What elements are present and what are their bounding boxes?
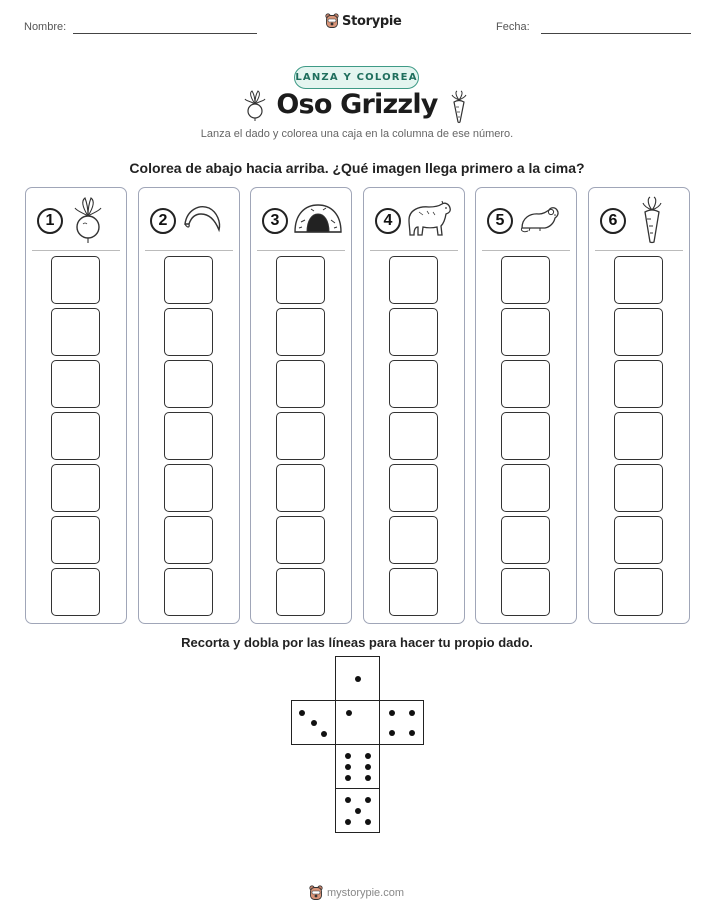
color-instructions: Colorea de abajo hacia arriba. ¿Qué imagen llega primero a la cima?	[129, 160, 585, 176]
carrot-icon	[447, 90, 471, 124]
column-1	[25, 187, 127, 624]
die-pip	[355, 676, 361, 682]
color-box[interactable]	[614, 256, 663, 304]
color-box[interactable]	[389, 464, 438, 512]
die-pip	[409, 710, 415, 716]
die-pip	[355, 808, 361, 814]
color-box[interactable]	[501, 516, 550, 564]
color-box[interactable]	[389, 360, 438, 408]
color-box[interactable]	[276, 360, 325, 408]
cut-instructions: Recorta y dobla por las líneas para hacer tu propio dado.	[181, 635, 533, 650]
die-pip	[345, 753, 351, 759]
footer	[309, 885, 404, 901]
color-box[interactable]	[389, 256, 438, 304]
color-box[interactable]	[164, 360, 213, 408]
color-box[interactable]	[276, 464, 325, 512]
column-number: 3	[262, 208, 288, 234]
column-4	[363, 187, 465, 624]
color-box[interactable]	[614, 308, 663, 356]
cave-icon	[293, 202, 343, 234]
die-pip	[409, 730, 415, 736]
column-number: 5	[487, 208, 513, 234]
mouse-icon	[518, 204, 560, 234]
activity-badge: LANZA Y COLOREA	[294, 66, 419, 89]
storypie-bear-logo-icon	[309, 885, 323, 901]
column-5	[475, 187, 577, 624]
column-divider	[32, 250, 120, 251]
die-face-5	[335, 788, 380, 833]
die-pip	[345, 819, 351, 825]
page-title: Oso Grizzly	[276, 89, 438, 120]
color-box[interactable]	[164, 568, 213, 616]
die-pip	[299, 710, 305, 716]
color-box[interactable]	[501, 568, 550, 616]
color-box[interactable]	[51, 308, 100, 356]
color-box[interactable]	[389, 308, 438, 356]
color-box[interactable]	[389, 412, 438, 460]
beet-icon	[68, 196, 108, 244]
color-box[interactable]	[164, 516, 213, 564]
color-box[interactable]	[51, 412, 100, 460]
die-pip	[389, 710, 395, 716]
color-box[interactable]	[501, 308, 550, 356]
column-divider	[482, 250, 570, 251]
die-face-1	[335, 656, 380, 701]
storypie-bear-logo-icon	[325, 13, 339, 29]
column-divider	[370, 250, 458, 251]
color-box[interactable]	[614, 412, 663, 460]
date-label: Fecha:	[496, 21, 530, 33]
color-box[interactable]	[164, 412, 213, 460]
color-box[interactable]	[276, 256, 325, 304]
color-box[interactable]	[51, 516, 100, 564]
die-face-4	[379, 700, 424, 745]
color-box[interactable]	[276, 568, 325, 616]
color-box[interactable]	[614, 568, 663, 616]
brand-name: Storypie	[342, 13, 402, 29]
color-box[interactable]	[51, 464, 100, 512]
die-pip	[345, 775, 351, 781]
color-box[interactable]	[51, 360, 100, 408]
color-box[interactable]	[614, 360, 663, 408]
column-2	[138, 187, 240, 624]
name-line	[73, 33, 257, 34]
column-divider	[595, 250, 683, 251]
column-number: 1	[37, 208, 63, 234]
storypie-logo	[325, 13, 402, 29]
die-face-3	[291, 700, 336, 745]
color-box[interactable]	[276, 412, 325, 460]
color-box[interactable]	[501, 464, 550, 512]
die-pip	[345, 764, 351, 770]
date-line	[541, 33, 691, 34]
carrot-icon	[637, 196, 667, 244]
column-6	[588, 187, 690, 624]
color-box[interactable]	[501, 412, 550, 460]
color-box[interactable]	[164, 308, 213, 356]
die-pip	[365, 753, 371, 759]
color-box[interactable]	[164, 464, 213, 512]
die-face-1-center	[335, 700, 380, 745]
color-box[interactable]	[614, 464, 663, 512]
color-box[interactable]	[164, 256, 213, 304]
die-pip	[345, 797, 351, 803]
footer-url[interactable]: mystorypie.com	[327, 887, 405, 899]
color-box[interactable]	[276, 308, 325, 356]
column-number: 6	[600, 208, 626, 234]
bear-icon	[405, 200, 453, 238]
die-pip	[365, 819, 371, 825]
color-box[interactable]	[389, 516, 438, 564]
die-pip	[311, 720, 317, 726]
die-face-6	[335, 744, 380, 789]
die-pip	[389, 730, 395, 736]
color-box[interactable]	[51, 256, 100, 304]
die-pip	[346, 710, 352, 716]
column-number: 2	[150, 208, 176, 234]
column-divider	[257, 250, 345, 251]
die-pip	[365, 775, 371, 781]
die-pip	[365, 764, 371, 770]
claw-icon	[181, 202, 225, 234]
color-box[interactable]	[276, 516, 325, 564]
color-box[interactable]	[614, 516, 663, 564]
color-box[interactable]	[389, 568, 438, 616]
color-box[interactable]	[51, 568, 100, 616]
color-box[interactable]	[501, 256, 550, 304]
column-3	[250, 187, 352, 624]
name-label: Nombre:	[24, 21, 67, 33]
column-number: 4	[375, 208, 401, 234]
page-subtitle: Lanza el dado y colorea una caja en la columna de ese número.	[200, 128, 514, 140]
die-pip	[365, 797, 371, 803]
column-divider	[145, 250, 233, 251]
die-pip	[321, 731, 327, 737]
color-box[interactable]	[501, 360, 550, 408]
